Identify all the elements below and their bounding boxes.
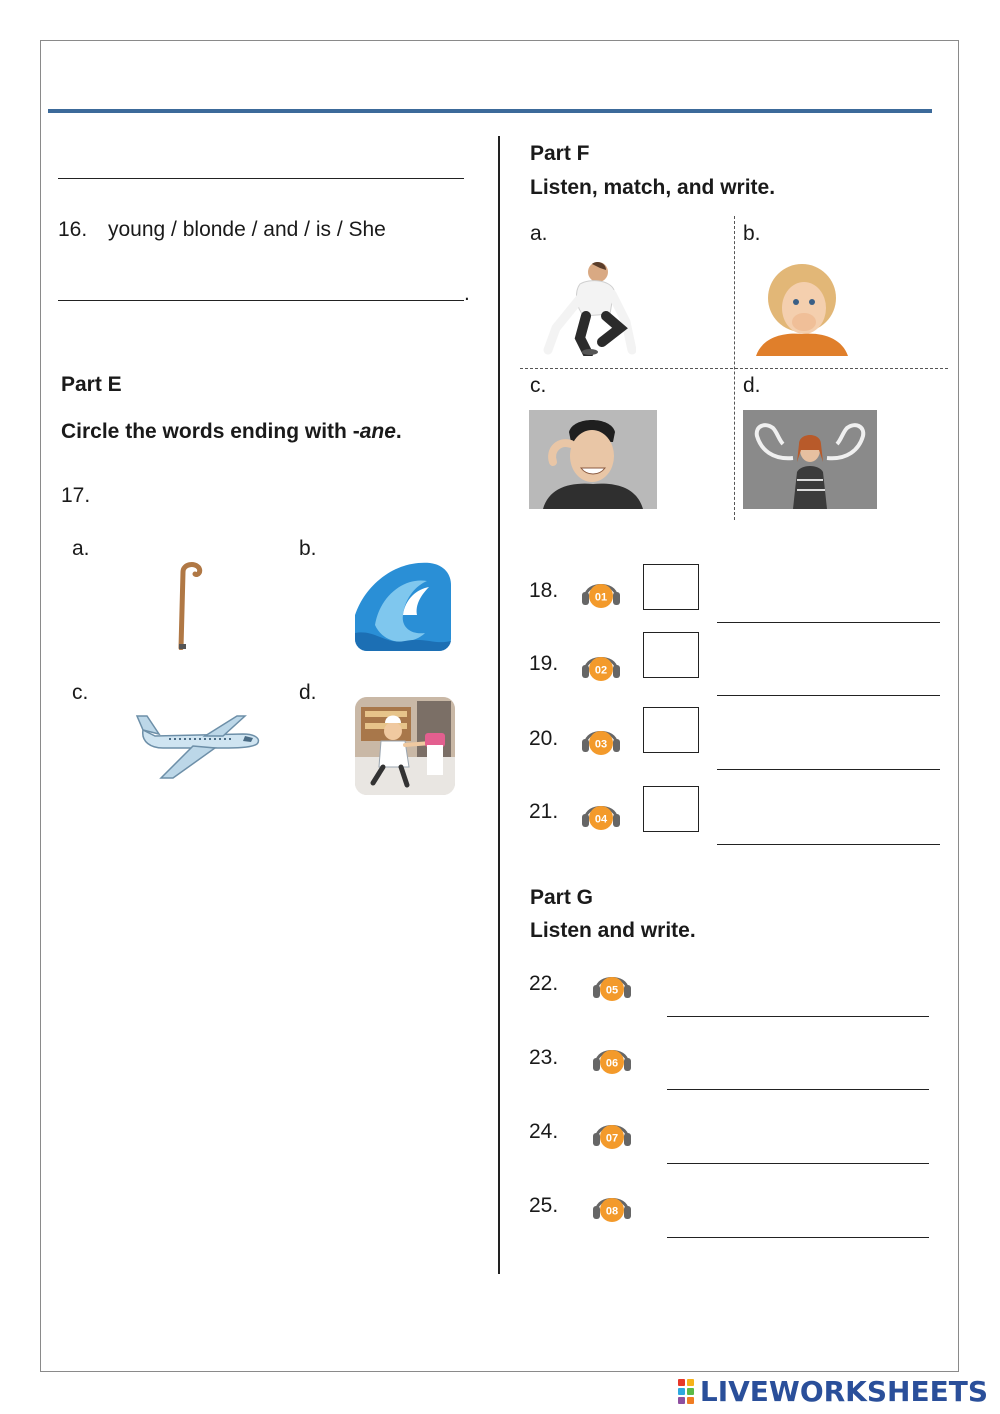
sprinter-photo: [540, 258, 636, 356]
answer-line-23[interactable]: [667, 1089, 929, 1090]
walking-cane-icon[interactable]: [165, 560, 205, 650]
part-e-title: Part E: [61, 373, 122, 396]
headphone-audio-05-icon[interactable]: [591, 967, 633, 1003]
liveworksheets-logo-text: LIVEWORKSHEETS: [699, 1374, 988, 1408]
answer-line-25[interactable]: [667, 1237, 929, 1238]
headphone-audio-08-icon[interactable]: [591, 1188, 633, 1224]
answer-line-21[interactable]: [717, 844, 940, 845]
part-f-title: Part F: [530, 142, 590, 165]
question-22-number: 22.: [529, 972, 559, 995]
strong-woman-photo: [743, 410, 877, 509]
match-box-18[interactable]: [643, 564, 699, 610]
picture-a-label: a.: [530, 222, 548, 245]
track-07-label: 07: [605, 1132, 619, 1145]
surprised-child-photo: [752, 258, 852, 356]
picture-c-label: c.: [530, 374, 547, 397]
question-23-number: 23.: [529, 1046, 559, 1069]
airplane-icon[interactable]: [133, 712, 263, 782]
header-rule: [48, 109, 932, 113]
answer-line-15[interactable]: [58, 178, 464, 179]
part-f-instruction: Listen, match, and write.: [530, 176, 776, 199]
track-06-label: 06: [605, 1057, 619, 1070]
answer-line-18[interactable]: [717, 622, 940, 623]
headphone-audio-02-icon[interactable]: [580, 647, 622, 683]
picture-b-label: b.: [743, 222, 761, 245]
headphone-audio-07-icon[interactable]: [591, 1115, 633, 1151]
question-21-number: 21.: [529, 800, 559, 823]
question-16-words: young / blonde / and / is / She: [108, 218, 386, 241]
question-19-number: 19.: [529, 652, 559, 675]
part-e-instruction-suffix: .: [395, 420, 402, 443]
smiling-man-photo: [529, 410, 657, 509]
track-08-label: 08: [605, 1205, 619, 1218]
headphone-audio-03-icon[interactable]: [580, 721, 622, 757]
running-chef-icon[interactable]: [355, 697, 455, 795]
question-18-number: 18.: [529, 579, 559, 602]
answer-line-19[interactable]: [717, 695, 940, 696]
option-d-label: d.: [299, 681, 317, 704]
track-02-label: 02: [594, 664, 608, 677]
answer-line-22[interactable]: [667, 1016, 929, 1017]
part-e-instruction-prefix: Circle the words ending with -: [61, 420, 360, 443]
part-e-instruction: [61, 420, 402, 444]
question-16-number: 16.: [58, 218, 88, 241]
match-box-21[interactable]: [643, 786, 699, 832]
part-g-title: Part G: [530, 886, 594, 909]
liveworksheets-logo-mark: [678, 1379, 694, 1404]
headphone-audio-04-icon[interactable]: [580, 796, 622, 832]
ocean-wave-icon[interactable]: [355, 555, 451, 651]
track-01-label: 01: [594, 591, 608, 604]
option-c-label: c.: [72, 681, 89, 704]
question-17-number: 17.: [61, 484, 91, 507]
answer-line-16[interactable]: [58, 300, 464, 301]
question-20-number: 20.: [529, 727, 559, 750]
headphone-audio-06-icon[interactable]: [591, 1040, 633, 1076]
headphone-audio-01-icon[interactable]: [580, 574, 622, 610]
liveworksheets-logo[interactable]: [678, 1376, 988, 1406]
answer-line-24[interactable]: [667, 1163, 929, 1164]
match-box-20[interactable]: [643, 707, 699, 753]
option-a-label: a.: [72, 537, 90, 560]
track-04-label: 04: [594, 813, 608, 826]
part-e-instruction-em: ane: [359, 420, 396, 443]
picture-grid-horizontal-divider: [520, 368, 948, 369]
part-g-instruction: Listen and write.: [530, 919, 696, 942]
option-b-label: b.: [299, 537, 317, 560]
column-divider: [498, 136, 500, 1274]
picture-d-label: d.: [743, 374, 761, 397]
answer-line-20[interactable]: [717, 769, 940, 770]
track-03-label: 03: [594, 738, 608, 751]
match-box-19[interactable]: [643, 632, 699, 678]
question-24-number: 24.: [529, 1120, 559, 1143]
answer-line-16-period: .: [464, 282, 470, 305]
question-25-number: 25.: [529, 1194, 559, 1217]
track-05-label: 05: [605, 984, 619, 997]
